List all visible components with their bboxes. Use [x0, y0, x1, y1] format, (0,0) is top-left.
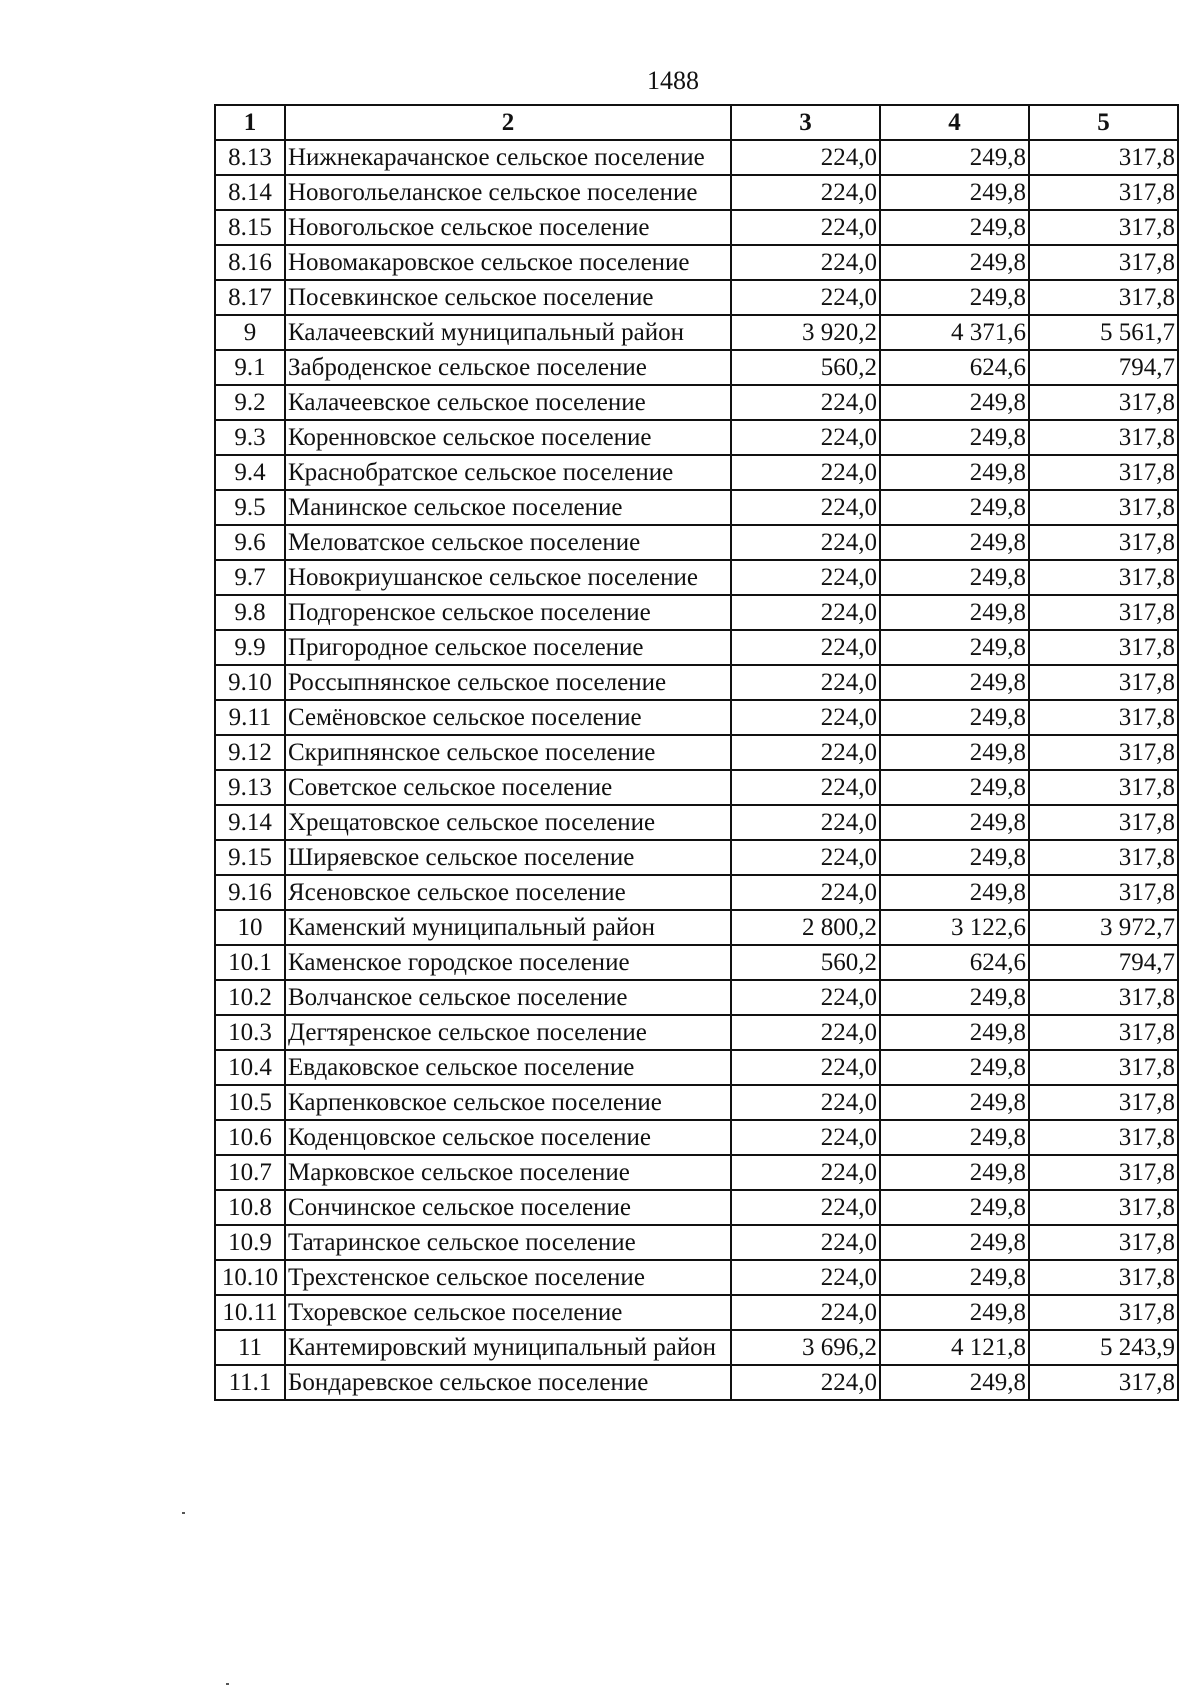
value-col-3: 224,0 — [731, 1190, 880, 1225]
header-col-5: 5 — [1029, 105, 1178, 140]
value-col-3: 224,0 — [731, 805, 880, 840]
settlement-name: Калачеевское сельское поселение — [285, 385, 731, 420]
row-number: 9.12 — [215, 735, 285, 770]
row-number: 10.6 — [215, 1120, 285, 1155]
value-col-4: 624,6 — [880, 350, 1029, 385]
value-col-4: 249,8 — [880, 1155, 1029, 1190]
row-number: 10.2 — [215, 980, 285, 1015]
row-number: 10 — [215, 910, 285, 945]
row-number: 9.10 — [215, 665, 285, 700]
settlement-name: Манинское сельское поселение — [285, 490, 731, 525]
table-row — [215, 1330, 1178, 1365]
row-number: 10.1 — [215, 945, 285, 980]
row-number: 9.4 — [215, 455, 285, 490]
value-col-5: 317,8 — [1029, 1050, 1178, 1085]
value-col-4: 249,8 — [880, 385, 1029, 420]
settlement-name: Карпенковское сельское поселение — [285, 1085, 731, 1120]
settlement-name: Новогольское сельское поселение — [285, 210, 731, 245]
value-col-4: 249,8 — [880, 280, 1029, 315]
row-number: 8.15 — [215, 210, 285, 245]
value-col-5: 317,8 — [1029, 735, 1178, 770]
row-number: 8.16 — [215, 245, 285, 280]
value-col-3: 560,2 — [731, 350, 880, 385]
settlement-name: Заброденское сельское поселение — [285, 350, 731, 385]
value-col-3: 224,0 — [731, 455, 880, 490]
row-number: 10.10 — [215, 1260, 285, 1295]
table-row — [215, 560, 1178, 595]
value-col-4: 249,8 — [880, 455, 1029, 490]
value-col-5: 317,8 — [1029, 1295, 1178, 1330]
table-row — [215, 350, 1178, 385]
table-row — [215, 1365, 1178, 1400]
row-number: 11 — [215, 1330, 285, 1365]
page-number: 1488 — [647, 66, 699, 95]
value-col-5: 317,8 — [1029, 420, 1178, 455]
settlement-name: Посевкинское сельское поселение — [285, 280, 731, 315]
table-row — [215, 840, 1178, 875]
row-number: 10.3 — [215, 1015, 285, 1050]
table-row — [215, 595, 1178, 630]
value-col-3: 224,0 — [731, 525, 880, 560]
table-row — [215, 1015, 1178, 1050]
row-number: 9.2 — [215, 385, 285, 420]
value-col-5: 317,8 — [1029, 700, 1178, 735]
value-col-5: 5 243,9 — [1029, 1330, 1178, 1365]
value-col-3: 224,0 — [731, 1015, 880, 1050]
value-col-4: 249,8 — [880, 1015, 1029, 1050]
value-col-5: 317,8 — [1029, 980, 1178, 1015]
value-col-3: 224,0 — [731, 595, 880, 630]
value-col-5: 317,8 — [1029, 875, 1178, 910]
table-row — [215, 280, 1178, 315]
value-col-5: 317,8 — [1029, 630, 1178, 665]
value-col-3: 224,0 — [731, 140, 880, 175]
value-col-3: 224,0 — [731, 770, 880, 805]
settlement-name: Коренновское сельское поселение — [285, 420, 731, 455]
settlement-name: Каменский муниципальный район — [285, 910, 731, 945]
value-col-5: 317,8 — [1029, 175, 1178, 210]
value-col-5: 317,8 — [1029, 280, 1178, 315]
value-col-4: 249,8 — [880, 1190, 1029, 1225]
header-col-4: 4 — [880, 105, 1029, 140]
value-col-3: 3 920,2 — [731, 315, 880, 350]
value-col-5: 317,8 — [1029, 210, 1178, 245]
value-col-3: 224,0 — [731, 840, 880, 875]
value-col-4: 249,8 — [880, 665, 1029, 700]
table-row — [215, 1295, 1178, 1330]
table-row — [215, 1260, 1178, 1295]
table-body — [215, 140, 1178, 1400]
row-number: 9.6 — [215, 525, 285, 560]
value-col-3: 560,2 — [731, 945, 880, 980]
row-number: 9.15 — [215, 840, 285, 875]
value-col-3: 224,0 — [731, 1365, 880, 1400]
settlement-name: Волчанское сельское поселение — [285, 980, 731, 1015]
row-number: 10.9 — [215, 1225, 285, 1260]
table-row — [215, 665, 1178, 700]
row-number: 8.13 — [215, 140, 285, 175]
value-col-3: 224,0 — [731, 1295, 880, 1330]
value-col-3: 224,0 — [731, 700, 880, 735]
settlement-name: Кантемировский муниципальный район — [285, 1330, 731, 1365]
settlement-name: Бондаревское сельское поселение — [285, 1365, 731, 1400]
settlement-name: Сончинское сельское поселение — [285, 1190, 731, 1225]
value-col-5: 317,8 — [1029, 840, 1178, 875]
value-col-4: 4 371,6 — [880, 315, 1029, 350]
value-col-4: 249,8 — [880, 875, 1029, 910]
value-col-4: 249,8 — [880, 735, 1029, 770]
table-row — [215, 245, 1178, 280]
table-row — [215, 630, 1178, 665]
settlement-name: Новокриушанское сельское поселение — [285, 560, 731, 595]
value-col-5: 317,8 — [1029, 1190, 1178, 1225]
value-col-4: 249,8 — [880, 840, 1029, 875]
value-col-5: 317,8 — [1029, 385, 1178, 420]
row-number: 9.16 — [215, 875, 285, 910]
value-col-3: 224,0 — [731, 1085, 880, 1120]
value-col-4: 249,8 — [880, 1260, 1029, 1295]
value-col-3: 224,0 — [731, 560, 880, 595]
value-col-3: 2 800,2 — [731, 910, 880, 945]
settlement-name: Нижнекарачанское сельское поселение — [285, 140, 731, 175]
value-col-4: 249,8 — [880, 805, 1029, 840]
row-number: 9.8 — [215, 595, 285, 630]
table-row — [215, 455, 1178, 490]
value-col-3: 224,0 — [731, 420, 880, 455]
value-col-4: 249,8 — [880, 560, 1029, 595]
settlement-name: Новомакаровское сельское поселение — [285, 245, 731, 280]
settlement-name: Ширяевское сельское поселение — [285, 840, 731, 875]
value-col-3: 224,0 — [731, 490, 880, 525]
settlement-name: Коденцовское сельское поселение — [285, 1120, 731, 1155]
settlement-name: Краснобратское сельское поселение — [285, 455, 731, 490]
value-col-4: 249,8 — [880, 700, 1029, 735]
settlement-name: Новогольеланское сельское поселение — [285, 175, 731, 210]
scan-speck — [182, 1512, 185, 1514]
table-row — [215, 525, 1178, 560]
value-col-5: 317,8 — [1029, 1155, 1178, 1190]
value-col-5: 317,8 — [1029, 525, 1178, 560]
row-number: 9.9 — [215, 630, 285, 665]
value-col-4: 249,8 — [880, 245, 1029, 280]
table-row — [215, 805, 1178, 840]
table-row — [215, 490, 1178, 525]
value-col-5: 317,8 — [1029, 560, 1178, 595]
value-col-4: 249,8 — [880, 630, 1029, 665]
value-col-4: 249,8 — [880, 175, 1029, 210]
value-col-3: 224,0 — [731, 385, 880, 420]
table-row — [215, 980, 1178, 1015]
value-col-4: 249,8 — [880, 420, 1029, 455]
value-col-4: 249,8 — [880, 1295, 1029, 1330]
settlement-name: Меловатское сельское поселение — [285, 525, 731, 560]
settlement-name: Тхоревское сельское поселение — [285, 1295, 731, 1330]
table-row — [215, 175, 1178, 210]
table-row — [215, 945, 1178, 980]
value-col-3: 224,0 — [731, 1120, 880, 1155]
value-col-3: 224,0 — [731, 1155, 880, 1190]
value-col-5: 317,8 — [1029, 1365, 1178, 1400]
value-col-3: 224,0 — [731, 665, 880, 700]
header-col-2: 2 — [285, 105, 731, 140]
row-number: 10.4 — [215, 1050, 285, 1085]
settlement-name: Пригородное сельское поселение — [285, 630, 731, 665]
value-col-3: 224,0 — [731, 245, 880, 280]
scan-speck — [226, 1683, 229, 1685]
table-row — [215, 315, 1178, 350]
value-col-3: 224,0 — [731, 1225, 880, 1260]
row-number: 9 — [215, 315, 285, 350]
value-col-4: 249,8 — [880, 1365, 1029, 1400]
header-col-1: 1 — [215, 105, 285, 140]
value-col-5: 317,8 — [1029, 665, 1178, 700]
settlement-name: Советское сельское поселение — [285, 770, 731, 805]
value-col-3: 224,0 — [731, 630, 880, 665]
row-number: 9.11 — [215, 700, 285, 735]
table-row — [215, 1190, 1178, 1225]
row-number: 9.5 — [215, 490, 285, 525]
value-col-4: 4 121,8 — [880, 1330, 1029, 1365]
table-row — [215, 420, 1178, 455]
value-col-3: 224,0 — [731, 1050, 880, 1085]
value-col-3: 224,0 — [731, 980, 880, 1015]
value-col-4: 249,8 — [880, 490, 1029, 525]
settlement-name: Татаринское сельское поселение — [285, 1225, 731, 1260]
settlement-name: Евдаковское сельское поселение — [285, 1050, 731, 1085]
value-col-5: 317,8 — [1029, 1120, 1178, 1155]
table-row — [215, 385, 1178, 420]
settlement-name: Марковское сельское поселение — [285, 1155, 731, 1190]
value-col-5: 317,8 — [1029, 140, 1178, 175]
value-col-5: 317,8 — [1029, 1260, 1178, 1295]
row-number: 11.1 — [215, 1365, 285, 1400]
value-col-5: 5 561,7 — [1029, 315, 1178, 350]
value-col-4: 249,8 — [880, 140, 1029, 175]
budget-table — [214, 104, 1179, 1401]
row-number: 9.14 — [215, 805, 285, 840]
value-col-5: 317,8 — [1029, 245, 1178, 280]
header-row — [215, 105, 1178, 140]
table-row — [215, 875, 1178, 910]
table-row — [215, 140, 1178, 175]
row-number: 9.3 — [215, 420, 285, 455]
row-number: 10.8 — [215, 1190, 285, 1225]
settlement-name: Трехстенское сельское поселение — [285, 1260, 731, 1295]
value-col-4: 3 122,6 — [880, 910, 1029, 945]
value-col-3: 224,0 — [731, 875, 880, 910]
value-col-3: 3 696,2 — [731, 1330, 880, 1365]
row-number: 10.7 — [215, 1155, 285, 1190]
row-number: 9.1 — [215, 350, 285, 385]
table-row — [215, 770, 1178, 805]
value-col-5: 317,8 — [1029, 455, 1178, 490]
row-number: 9.7 — [215, 560, 285, 595]
value-col-5: 794,7 — [1029, 350, 1178, 385]
table-row — [215, 1085, 1178, 1120]
value-col-5: 794,7 — [1029, 945, 1178, 980]
table-row — [215, 1225, 1178, 1260]
settlement-name: Дегтяренское сельское поселение — [285, 1015, 731, 1050]
row-number: 9.13 — [215, 770, 285, 805]
table-row — [215, 910, 1178, 945]
value-col-3: 224,0 — [731, 210, 880, 245]
value-col-5: 317,8 — [1029, 770, 1178, 805]
table-header — [215, 105, 1178, 140]
value-col-3: 224,0 — [731, 175, 880, 210]
value-col-4: 249,8 — [880, 980, 1029, 1015]
row-number: 10.5 — [215, 1085, 285, 1120]
value-col-4: 249,8 — [880, 595, 1029, 630]
settlement-name: Россыпнянское сельское поселение — [285, 665, 731, 700]
table-row — [215, 1155, 1178, 1190]
value-col-4: 624,6 — [880, 945, 1029, 980]
settlement-name: Семёновское сельское поселение — [285, 700, 731, 735]
table-row — [215, 1050, 1178, 1085]
value-col-5: 317,8 — [1029, 805, 1178, 840]
value-col-4: 249,8 — [880, 770, 1029, 805]
value-col-4: 249,8 — [880, 210, 1029, 245]
value-col-3: 224,0 — [731, 280, 880, 315]
value-col-4: 249,8 — [880, 1120, 1029, 1155]
table-row — [215, 1120, 1178, 1155]
value-col-3: 224,0 — [731, 1260, 880, 1295]
value-col-3: 224,0 — [731, 735, 880, 770]
row-number: 8.14 — [215, 175, 285, 210]
settlement-name: Подгоренское сельское поселение — [285, 595, 731, 630]
value-col-5: 3 972,7 — [1029, 910, 1178, 945]
settlement-name: Каменское городское поселение — [285, 945, 731, 980]
value-col-5: 317,8 — [1029, 1015, 1178, 1050]
settlement-name: Ясеновское сельское поселение — [285, 875, 731, 910]
table-row — [215, 700, 1178, 735]
value-col-5: 317,8 — [1029, 595, 1178, 630]
value-col-4: 249,8 — [880, 525, 1029, 560]
value-col-5: 317,8 — [1029, 1225, 1178, 1260]
row-number: 10.11 — [215, 1295, 285, 1330]
row-number: 8.17 — [215, 280, 285, 315]
table-row — [215, 735, 1178, 770]
value-col-4: 249,8 — [880, 1050, 1029, 1085]
settlement-name: Калачеевский муниципальный район — [285, 315, 731, 350]
value-col-5: 317,8 — [1029, 1085, 1178, 1120]
table-row — [215, 210, 1178, 245]
settlement-name: Скрипнянское сельское поселение — [285, 735, 731, 770]
value-col-4: 249,8 — [880, 1225, 1029, 1260]
value-col-4: 249,8 — [880, 1085, 1029, 1120]
header-col-3: 3 — [731, 105, 880, 140]
settlement-name: Хрещатовское сельское поселение — [285, 805, 731, 840]
value-col-5: 317,8 — [1029, 490, 1178, 525]
